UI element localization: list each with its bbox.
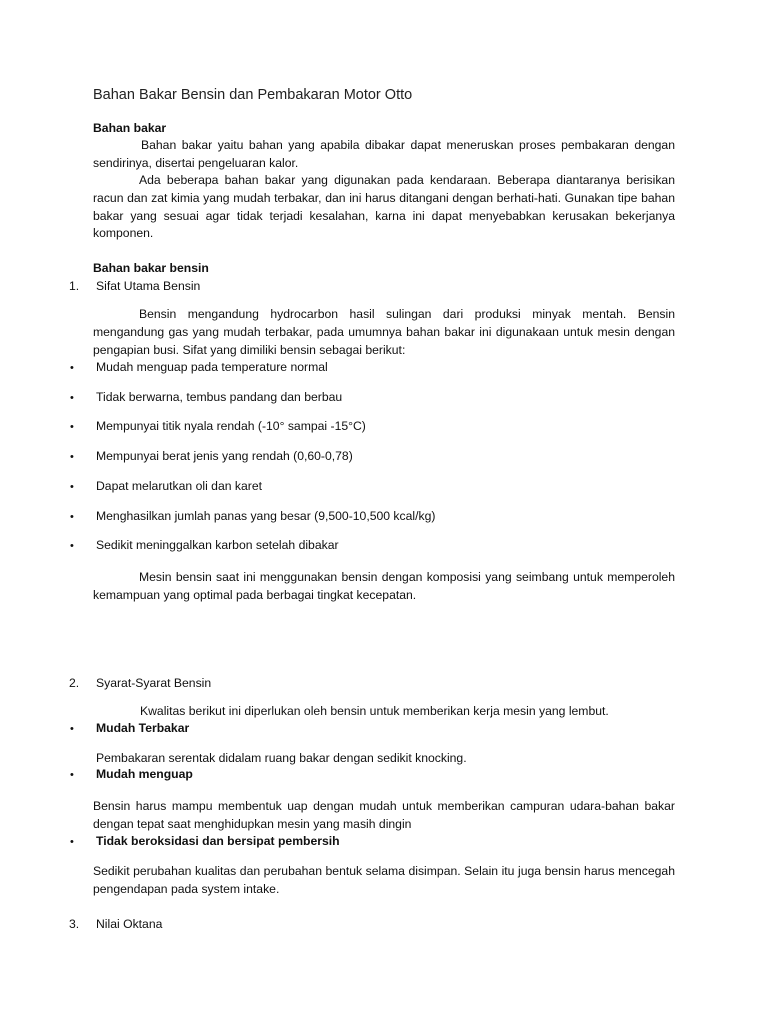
- item-nilai-oktana: Nilai Oktana: [96, 917, 163, 931]
- bullet: •: [70, 362, 74, 374]
- item-syarat-syarat-bensin: Syarat-Syarat Bensin: [96, 676, 212, 690]
- bullet: •: [70, 836, 74, 848]
- requirement-title: Mudah menguap: [96, 767, 193, 781]
- property-item: Mempunyai berat jenis yang rendah (0,60-0,78): [96, 449, 353, 463]
- property-item: Tidak berwarna, tembus pandang dan berbau: [96, 390, 343, 404]
- requirement-title: Tidak beroksidasi dan bersipat pembersih: [96, 834, 340, 848]
- requirement-description: Bensin harus mampu membentuk uap dengan mudah untuk memberikan campuran udara-bahan bakar dengan tepat saat menghidupkan mesin yang masih dingin: [93, 799, 675, 831]
- mesin-bensin-paragraph: Mesin bensin saat ini menggunakan bensin dengan komposisi yang seimbang untuk memperoleh kemampuan yang optimal pada berbagai tingkat kecepatan.: [93, 570, 675, 602]
- requirement-title: Mudah Terbakar: [96, 721, 190, 735]
- bullet: •: [70, 421, 74, 433]
- bahan-bakar-warning: Ada beberapa bahan bakar yang digunakan pada kendaraan. Beberapa diantaranya berisikan racun dan zat kimia yang mudah terbakar, dan ini harus ditangani dengan berhati-hati. Gunakan tipe bahan bakar yang sesuai agar tidak terjadi kesalahan, karna ini dapat menyebabkan kerusakan bekerjanya komponen.: [93, 173, 675, 241]
- list-number-1: 1.: [69, 279, 80, 293]
- sifat-bensin-paragraph: Bensin mengandung hydrocarbon hasil sulingan dari produksi minyak mentah. Bensin mengandung gas yang mudah terbakar, pada umumnya bahan bakar ini digunakaan untuk mesin dengan pengapian busi. Sifat yang dimiliki bensin sebagai berikut:: [93, 307, 675, 357]
- property-item: Mempunyai titik nyala rendah (-10° sampai -15°C): [96, 419, 366, 433]
- item-sifat-utama-bensin: Sifat Utama Bensin: [96, 279, 201, 293]
- bullet: •: [70, 769, 74, 781]
- document-title: Bahan Bakar Bensin dan Pembakaran Motor Otto: [93, 87, 413, 103]
- syarat-intro: Kwalitas berikut ini diperlukan oleh bensin untuk memberikan kerja mesin yang lembut.: [140, 704, 609, 718]
- bullet: •: [70, 511, 74, 523]
- property-item: Menghasilkan jumlah panas yang besar (9,500-10,500 kcal/kg): [96, 509, 436, 523]
- bullet: •: [70, 481, 74, 493]
- list-number-2: 2.: [69, 676, 80, 690]
- bullet: •: [70, 392, 74, 404]
- bahan-bakar-definition: Bahan bakar yaitu bahan yang apabila dibakar dapat meneruskan proses pembakaran dengan sendirinya, disertai pengeluaran kalor.: [93, 138, 675, 170]
- property-item: Sedikit meninggalkan karbon setelah dibakar: [96, 538, 339, 552]
- bullet: •: [70, 451, 74, 463]
- section-heading-bahan-bakar-bensin: Bahan bakar bensin: [93, 261, 209, 275]
- requirement-description: Pembakaran serentak didalam ruang bakar dengan sedikit knocking.: [96, 751, 467, 765]
- property-item: Mudah menguap pada temperature normal: [96, 360, 328, 374]
- property-item: Dapat melarutkan oli dan karet: [96, 479, 262, 493]
- list-number-3: 3.: [69, 917, 80, 931]
- bullet: •: [70, 540, 74, 552]
- section-heading-bahan-bakar: Bahan bakar: [93, 121, 167, 135]
- bullet: •: [70, 723, 74, 735]
- requirement-description: Sedikit perubahan kualitas dan perubahan bentuk selama disimpan. Selain itu juga bensin harus mencegah pengendapan pada system intake.: [93, 864, 675, 896]
